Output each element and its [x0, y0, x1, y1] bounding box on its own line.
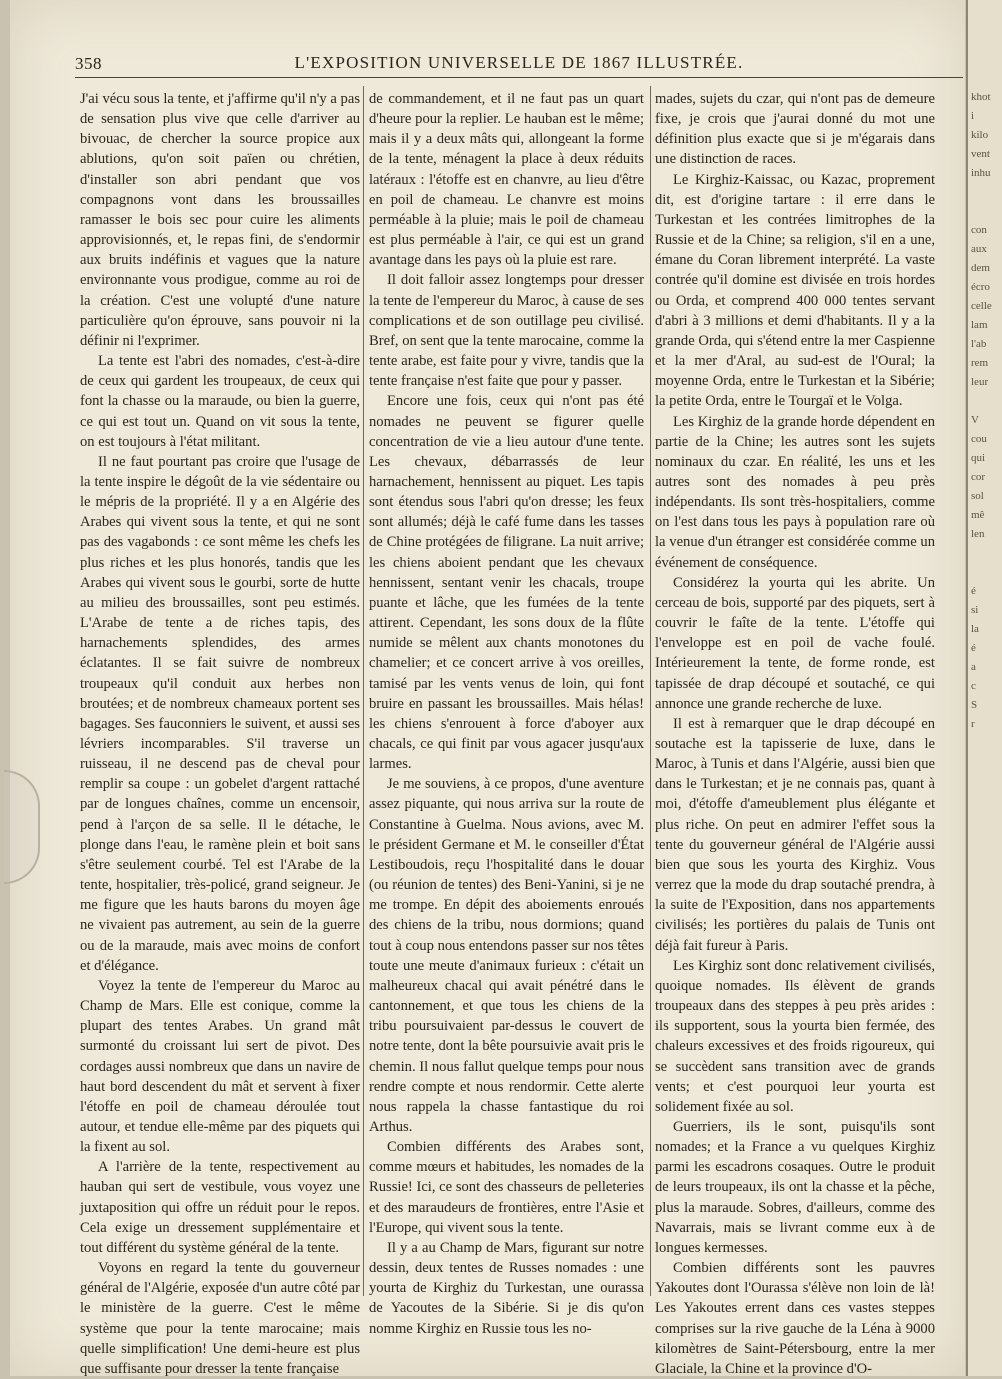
edge-word: con: [971, 224, 987, 236]
edge-word: [968, 905, 992, 924]
paragraph: La tente est l'abri des nomades, c'est-à-dire de ceux qui gardent les troupeaux, de ceux qui font la chasse ou la maraude, ou bien la guerre, ce qui est tout un. Quand on vit sous la tente, on est toujours à l'état militant.: [80, 353, 360, 450]
edge-word: si: [971, 604, 979, 616]
paragraph: Voyez la tente de l'empereur du Maroc au Champ de Mars. Elle est conique, comme la plupart des tentes Arabes. Un grand mât surmonté du croissant lui sert de pivot. Des cordages aussi nombreux que dans un navire de haut bord descendent du mât et servent à fixer l'étoffe en poil de chameau déroulée tout autour, et tendue elle-même par des piquets qui la fixent au sol.: [80, 977, 360, 1156]
column-divider: [363, 86, 364, 1296]
edge-word: a: [971, 661, 976, 673]
edge-word: r: [971, 718, 975, 730]
paragraph: Il doit falloir assez longtemps pour dresser la tente de l'empereur du Maroc, à cause de ses complications et de son outillage peu civilisé. Bref, on sent que la tente marocaine, comme la tente arabe, est faite pour y vivre, tandis que la tente française n'est faite que pour y passer.: [369, 272, 644, 390]
edge-word: kilo: [971, 129, 989, 141]
edge-word: [968, 772, 992, 791]
page-number: 358: [75, 54, 102, 73]
running-title: L'EXPOSITION UNIVERSELLE DE 1867 ILLUSTRÉE.: [294, 53, 744, 72]
edge-word: [968, 924, 992, 943]
edge-word: [968, 202, 992, 221]
edge-word: [968, 962, 992, 981]
edge-word: é: [971, 642, 976, 654]
paragraph: Guerriers, ils le sont, puisqu'ils sont nomades; et la France a vu quelques Kirghiz parmi les escadrons cosaques. Outre le produit de leurs troupeaux, ils ont la chasse et la pêche, plus la maraude. Sobres, d'ailleurs, comme des Navarrais, mais se livrant comme eux à de longues kermesses.: [655, 1118, 935, 1256]
edge-word: [968, 867, 992, 886]
paragraph: A l'arrière de la tente, respectivement au hauban qui sert de vestibule, vous voyez une juxtaposition qui offre un réduit pour le repos. Cela exige un dressement supplémentaire et tout différent du système général de la tente.: [80, 1159, 360, 1256]
edge-word: S: [971, 699, 978, 711]
edge-word: [968, 848, 992, 867]
edge-word: [968, 753, 992, 772]
text-column-1: [80, 89, 360, 1377]
column-divider: [650, 86, 651, 1296]
paragraph: Je me souviens, à ce propos, d'une aventure assez piquante, qui nous arriva sur la route de Constantine à Guelma. Nous avions, avec M. le président Germane et M. le conseiller d'État Lestiboudois, reçu l'hospitalité dans le douar (ou réunion de tentes) des Beni-Yanini, si je ne me trompe. En dépit des aboiements enroués des chiens de la tribu, nous dormions; quand tout à coup nous entendons passer sur nos têtes toute une meute d'animaux furieux : c'était un malheureux chacal qui avait pénétré dans le cantonnement, et que tous les chiens de la tribu poursuivaient par-dessus le couvert de notre tente, dont la bête poursuivie avait pris le chemin. Il nous fallut quelque temps pour nous rendre compte et nous rendormir. Cette alerte nous rappela la chasse fantastique du roi Arthus.: [369, 776, 644, 1135]
edge-word: l'ab: [971, 338, 987, 350]
running-header: [75, 50, 963, 76]
edge-word: khot: [971, 91, 991, 103]
edge-word: c: [971, 680, 976, 692]
edge-word: aux: [971, 243, 987, 255]
paragraph: Il y a au Champ de Mars, figurant sur notre dessin, deux tentes de Russes nomades : une yourta de Kirghiz du Turkestan, une ourassa de Yacoutes de la Sibérie. Si je dis qu'on nomme Kirghiz en Russie tous les no-: [369, 1239, 644, 1337]
edge-word: [968, 829, 992, 848]
edge-word: lam: [971, 319, 988, 331]
edge-word: i: [971, 110, 975, 122]
edge-word: [968, 392, 992, 411]
edge-word: V: [971, 414, 979, 426]
edge-word: [968, 810, 992, 829]
text-column-2: [369, 89, 644, 1337]
edge-word: vent: [971, 148, 990, 160]
paragraph: de commandement, et il ne faut pas un quart d'heure pour la replier. Le hauban est le même; mais il y a deux mâts qui, allongeant la forme de la tente, ménagent la place à deux réduits latéraux : l'étoffe est en chanvre, au lieu d'être en poil de chameau. Le chanvre est moins perméable à la pluie; mais le poil de chameau est plus perméable à l'air, ce qui est un grand avantage dans les pays où la pluie est rare.: [369, 91, 644, 269]
paragraph: Voyons en regard la tente du gouverneur général de l'Algérie, exposée d'un autre côté par le ministère de la guerre. C'est le même système que pour la tente marocaine; mais quelle simplification! Une demi-heure est plus que suffisante pour dresser la tente française: [80, 1260, 360, 1377]
edge-word: leur: [971, 376, 989, 388]
edge-word: cor: [971, 471, 986, 483]
edge-word: mê: [971, 509, 985, 521]
paragraph: Considérez la yourta qui les abrite. Un cerceau de bois, supporté par des piquets, sert à couvrir le faîte de la tente. L'étoffe qui l'enveloppe est en poil de vache foulé. Intérieurement la tente, de forme ronde, est tapissée de drap découpé et soutaché, ce qui annonce une grande recherche de luxe.: [655, 574, 935, 712]
edge-word: [968, 791, 992, 810]
paragraph: Le Kirghiz-Kaissac, ou Kazac, proprement dit, est d'origine tartare : il erre dans le Turkestan et les contrées limitrophes de la Russie et de la Chine; sa religion, s'il en a une, émane du Coran librement interprété. La vaste contrée qu'il domine est divisée en trois hordes ou Orda, et comprend 400 000 tentes servant d'abri à 3 millions et demi d'habitants. Il y a la grande Orda, qui s'étend entre la mer Caspienne et la mer d'Aral, au sud-est de l'Oural; la moyenne Orda, entre le Turkestan et la Sibérie; la petite Orda, entre le Tourgaï et le Volga.: [655, 171, 935, 410]
edge-word: rem: [971, 357, 989, 369]
paragraph: Il ne faut pourtant pas croire que l'usage de la tente inspire le dégoût de la vie sédentaire ou le mépris de la propriété. Il y a en Algérie des Arabes qui vivent sous la tente, et qui ne sont pas des vagabonds : ce sont même les chefs les plus riches et les plus honorés, tandis que les Arabes qui vivent sous le gourbi, sorte de hutte au milieu des broussailles, sont peu estimés. L'Arabe de tente a de riches tapis, des harnachements splendides, des armes éclatantes. Il se fait suivre de nombreux troupeaux qu'il conduit aux herbes non broutées; et de nombreux chameaux portent ses bagages. Ses fauconniers le suivent, et aussi ses lévriers incomparables. S'il traverse un ruisseau, il ne descend pas de cheval pour remplir sa coupe : un gobelet d'argent rattaché par de longues chaînes, comme un encensoir, pend à l'arçon de sa selle. Il le détache, le plonge dans l'eau, le ramène plein et boit sans s'être seulement courbé. Tel est l'Arabe de la tente, hospitalier, très-policé, grand seigneur. Je me figure que les hauts barons du moyen âge ne vivaient pas autrement, au sein de la guerre ou de la maraude, mais avec moins de confort et d'élégance.: [80, 453, 360, 974]
edge-word: inhu: [971, 167, 991, 179]
edge-word: [968, 563, 992, 582]
paragraph: J'ai vécu sous la tente, et j'affirme qu'il n'y a pas de sensation plus vive que celle d'arriver au bivouac, de chercher la source propice aux ablutions, qu'on soit païen ou chrétien, d'installer son abri pendant que vos compagnons vont dans les broussailles ramasser le bois sec pour cuire les aliments approvisionnés, et, le repas fini, de s'endormir aux bruits indéfinis et vagues que la nature environnante vous prodigue, comme au roi de la création. C'est une volupté d'une nature particulière qu'on éprouve, sans pouvoir ni la définir ni l'exprimer.: [80, 91, 360, 349]
paragraph: Les Kirghiz de la grande horde dépendent en partie de la Chine; les autres sont les sujets nominaux du czar. En réalité, les uns et les autres sont des nomades à peu près indépendants. Ils sont très-hospitaliers, comme on l'est dans tous les pays à population rare où la venue d'un étranger est considérée comme un événement de conséquence.: [655, 413, 935, 571]
next-page-fragments: [968, 88, 992, 981]
edge-word: [968, 734, 992, 753]
next-page-edge: [966, 0, 1002, 1376]
paragraph: mades, sujets du czar, qui n'ont pas de demeure fixe, je crois que j'aurai donné du mot une définition plus exacte que si je m'égarais dans une distinction de races.: [655, 91, 935, 168]
edge-word: [968, 183, 992, 202]
paragraph: Combien différents sont les pauvres Yakoutes dont l'Ourassa s'élève non loin de là! Les Yakoutes errent dans ces vastes steppes comprises sur la rive gauche de la Léna à 9000 kilomètres de Saint-Pétersbourg, entre la mer Glaciale, la Chine et la province d'O-: [655, 1260, 935, 1377]
edge-word: la: [971, 623, 979, 635]
edge-word: len: [971, 528, 985, 540]
edge-word: qui: [971, 452, 986, 464]
edge-word: é: [971, 585, 976, 597]
edge-word: écro: [971, 281, 990, 293]
paragraph: Il est à remarquer que le drap découpé en soutache est la tapisserie de luxe, dans le Maroc, à Tunis et dans l'Algérie, aussi bien que dans le Turkestan; et je ne connais pas, quant à moi, d'étoffe d'ameublement plus élégante et plus riche. On peut en admirer l'effet sous la tente du gouverneur général de l'Algérie aussi bien que sous les yourta des Kirghiz. Vous verrez que la mode du drap soutaché prendra, à la suite de l'Exposition, dans nos appartements civilisés; les portières du palais de Tunis ont déjà fait fureur à Paris.: [655, 715, 935, 954]
paragraph: Les Kirghiz sont donc relativement civilisés, quoique nomades. Ils élèvent de grands troupeaux dans des steppes à peu près arides : ils supportent, sous la yourta bien fermée, des chaleurs excessives et des froids rigoureux, qui se succèdent sans transition avec de grands vents; et c'est pourquoi leur yourta est solidement fixée au sol.: [655, 957, 935, 1115]
edge-word: [968, 943, 992, 962]
edge-word: [968, 886, 992, 905]
paper-clip-mark: [4, 770, 40, 884]
paragraph: Combien différents des Arabes sont, comme mœurs et habitudes, les nomades de la Russie! Ici, ce sont des chasseurs de pelleteries et des maraudeurs de frontières, entre l'Asie et l'Europe, qui vivent sous la tente.: [369, 1139, 644, 1236]
edge-word: celle: [971, 300, 992, 312]
paragraph: Encore une fois, ceux qui n'ont pas été nomades ne peuvent se figurer quelle concentration de vie a lieu autour d'une tente. Les chevaux, débarrassés de leur harnachement, hennissent au piquet. Les tapis sont étendus sous l'abri qu'on dresse; les feux sont allumés; déjà le café fume dans les tasses de Chine protégées de filigrane. La nuit arrive; les chiens aboient pendant que les chevaux hennissent, sentant venir les chacals, troupe puante et lâche, que les fumées de la tente attirent. Cependant, les sons doux de la flûte numide se mêlent aux chants monotones du chamelier; et ce concert arrive à vos oreilles, tamisé par les vents venus de loin, qui font bruire en passant les broussailles. Mais hélas! les chiens s'enrouent à force d'aboyer aux chacals, ce qui finit par vous agacer jusqu'aux larmes.: [369, 393, 644, 773]
text-column-3: [655, 89, 935, 1377]
edge-word: dem: [971, 262, 990, 274]
edge-word: sol: [971, 490, 984, 502]
edge-word: cou: [971, 433, 987, 445]
edge-word: [968, 544, 992, 563]
header-rule: [75, 77, 963, 78]
